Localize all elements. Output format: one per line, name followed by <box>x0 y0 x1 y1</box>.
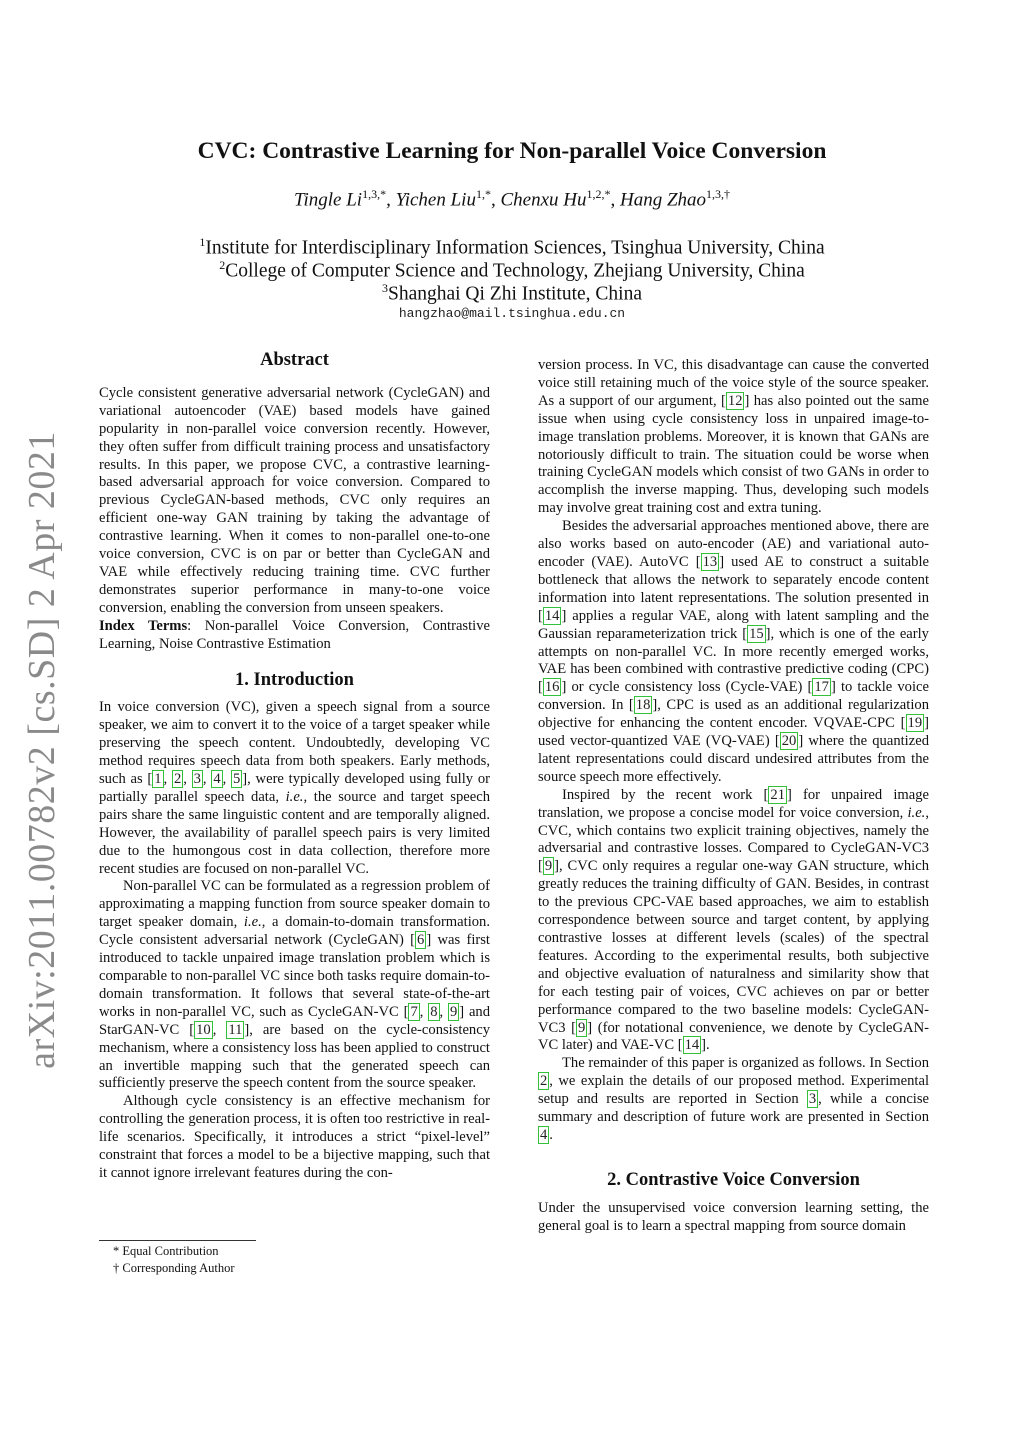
section-link[interactable]: 4 <box>540 1126 548 1143</box>
citation-link[interactable]: 16 <box>544 679 560 696</box>
citation-link[interactable]: 11 <box>228 1021 243 1038</box>
citation-link[interactable]: 8 <box>430 1003 438 1020</box>
abstract-heading: Abstract <box>260 350 329 370</box>
citation-link[interactable]: 15 <box>749 625 764 642</box>
intro-paragraph: Inspired by the recent work [ 21 ] for unpaired image translation, we propose a concise model for voice conversion, i.e., CVC, which contains two explicit training objectives, namely the adversarial and contrastive losses. Compared to CycleGAN-VC3 [ 9 ], CVC only requires a regular one-way GAN structure, which greatly reduces the training difficulty of GAN. Besides, in contrast to the previous CPC-VAE based approaches, we aim to establish correspondence between source and target content, by applying contrastive losses at different levels (scales) of the spectral features. According to the experimental results, both subjective and objective evaluation of naturalness and similarity show that for each testing pair of voices, CVC achieves on par or better performance compared to the two baseline models: CycleGAN-VC3 [ 9 ] (for notational convenience, we denote by CycleGAN-VC later) and VAE-VC [ 14 ]. <box>538 786 929 1054</box>
citation-link[interactable]: 10 <box>196 1021 211 1038</box>
author-name: Yichen Liu <box>395 189 476 211</box>
abstract-text: Cycle consistent generative adversarial network (CycleGAN) and variational autoencoder (VAE) based models have gained popularity in non-parallel voice conversion recently. However, they often suffer from difficult training process and unsatisfactory results. In this paper, we propose CVC, a contrastive learning-based adversarial approach for voice conversion. Compared to previous CycleGAN-based methods, CVC only requires an efficient one-way GAN training by taking the advantage of contrastive learning. When it comes to non-parallel one-to-one voice conversion, CVC is on par or better than CycleGAN and VAE while effectively reducing training time. CVC further demonstrates superior performance in many-to-one voice conversion, enabling the conversion from unseen speakers. <box>99 384 490 616</box>
section-heading: 1. Introduction <box>235 669 354 690</box>
citation-link[interactable]: 14 <box>544 607 560 624</box>
index-terms: Index Terms: Non-parallel Voice Conversion, Contrastive Learning, Noise Contrastive Estimation <box>99 617 490 652</box>
paper-title: CVC: Contrastive Learning for Non-parallel Voice Conversion <box>197 138 827 164</box>
section-link[interactable]: 2 <box>540 1073 548 1090</box>
footnote: * Equal Contribution <box>113 1244 219 1258</box>
contact-email[interactable]: hangzhao@mail.tsinghua.edu.cn <box>398 306 626 321</box>
left-column <box>99 352 490 1183</box>
intro-paragraph: version process. In VC, this disadvantage can cause the converted voice still retaining much of the voice style of the source speaker. As a support of our argument, [ 12 ] has also pointed out the same issue when using cycle consistency loss in unpaired image-to-image translation problems. Moreover, it is known that GANs are notoriously difficult to train. The situation could be worse when training CycleGAN models which consist of two GANs in order to accomplish the inverse mapping. Thus, developing such models may involve great training cost and extra tuning. <box>538 357 929 517</box>
citation-link[interactable]: 17 <box>814 679 829 696</box>
author-name: Tingle Li <box>293 189 363 211</box>
citation-link[interactable]: 14 <box>684 1037 700 1054</box>
citation-link[interactable]: 5 <box>233 771 241 788</box>
right-column <box>538 357 929 1236</box>
intro-paragraph: In voice conversion (VC), given a speech signal from a source speaker, we aim to convert it to the voice of a target speaker while preserving the speech content. Undoubtedly, developing VC method requires speech data from both speakers. Early methods, such as [ 1 , 2 , 3 , 4 , 5 ], were typically developed using fully or partially parallel speech data, i.e., the source and target speech pairs share the same linguistic content and are temporally aligned. However, the availability of parallel speech pairs is very limited due to the humongous cost in data collection, therefore more recent studies are focused on non-parallel VC. <box>99 699 490 877</box>
citation-link[interactable]: 4 <box>213 771 221 788</box>
intro-paragraph: Although cycle consistency is an effective mechanism for controlling the generation process, it is often too restrictive in real-life scenarios. Specifically, it introduces a strict “pixel-level” constraint that forces a model to be a bijective mapping, such that it cannot ignore irrelevant features during the con- <box>99 1093 490 1181</box>
section-link[interactable]: 3 <box>808 1091 817 1108</box>
citation-link[interactable]: 7 <box>410 1003 418 1020</box>
citation-link[interactable]: 9 <box>449 1003 458 1020</box>
citation-link[interactable]: 21 <box>770 786 785 803</box>
citation-link[interactable]: 9 <box>544 858 553 875</box>
citation-link[interactable]: 9 <box>578 1019 586 1036</box>
affiliation: $^1$Institute for Interdisciplinary Information Sciences, Tsinghua University, China <box>199 235 825 259</box>
citation-link[interactable]: 12 <box>727 392 743 409</box>
citation-link[interactable]: 18 <box>635 697 651 714</box>
author-name: Hang Zhao <box>619 189 707 211</box>
intro-paragraph: Besides the adversarial approaches mentioned above, there are also works based on auto-encoder (AE) and variational auto-encoder (VAE). AutoVC [ 13 ] used AE to construct a suitable bottleneck that allows the network to separately encode content information into latent representations. The solution presented in [ 14 ] applies a regular VAE, along with latent sampling and the Gaussian reparameterization trick [ 15 ], which is one of the early attempts on non-parallel VC. In more recently emerged works, VAE has been combined with contrastive predictive coding (CPC) [ 16 ] or cycle consistency loss (Cycle-VAE) [ 17 ] to tackle voice conversion. In [ 18 ], CPC is used as an additional regularization objective for enhancing the content encoder. VQVAE-CPC [ 19 ] used vector-quantized VAE (VQ-VAE) [ 20 ] where the quantized latent representations could discard undesired attributes from the source speech more effectively. <box>538 518 929 785</box>
citation-link[interactable]: 1 <box>154 771 162 788</box>
author-list: Tingle $Li^{1,3,*}$, Yichen Liu$^{1,*}$, Chenxu $Hu^{1,2,*}$, Hang Zhao$^{1,3,\dagger}$ <box>293 187 731 211</box>
citation-link[interactable]: 6 <box>417 932 425 949</box>
citation-link[interactable]: 19 <box>907 715 923 732</box>
citation-link[interactable]: 13 <box>702 553 718 570</box>
affiliation: $^2$College of Computer Science and Technology, Zhejiang University, China <box>219 258 805 282</box>
footnote-divider <box>99 1240 256 1241</box>
section-paragraph: Under the unsupervised voice conversion learning setting, the general goal is to learn a spectral mapping from source domain <box>538 1199 929 1234</box>
intro-paragraph: Non-parallel VC can be formulated as a regression problem of approximating a mapping function from source speaker domain to target speaker domain, i.e., a domain-to-domain transformation. Cycle consistent adversarial network (CycleGAN) [ 6 ] was first introduced to tackle unpaired image translation problem which is comparable to non-parallel VC since both tasks require domain-to-domain transformation. It follows that several state-of-the-art works in non-parallel VC, such as CycleGAN-VC [ 7 , 8 , 9 ] and StarGAN-VC [ 10 , 11 ], are based on the cycle-consistency mechanism, where a consistency loss has been applied to construct an invertible mapping such that the generated speech can sufficiently preserve the speech content from the source speaker. <box>99 878 491 1092</box>
author-name: Chenxu Hu <box>500 189 587 211</box>
citation-link[interactable]: 20 <box>781 733 797 750</box>
intro-paragraph: The remainder of this paper is organized as follows. In Section 2 , we explain the details of our proposed method. Experimental setup and results are reported in Section 3 , while a concise summary and description of future work are presented in Section 4 . <box>538 1055 930 1143</box>
arxiv-identifier: arXiv:2011.00782v2 [cs.SD] 2 Apr 2021 <box>21 431 63 1069</box>
affiliation: $^3$Shanghai Qi Zhi Institute, China <box>381 281 642 305</box>
section-heading: 2. Contrastive Voice Conversion <box>607 1169 860 1190</box>
footnote: † Corresponding Author <box>113 1261 235 1275</box>
citation-link[interactable]: 3 <box>193 771 201 788</box>
citation-link[interactable]: 2 <box>173 771 182 788</box>
